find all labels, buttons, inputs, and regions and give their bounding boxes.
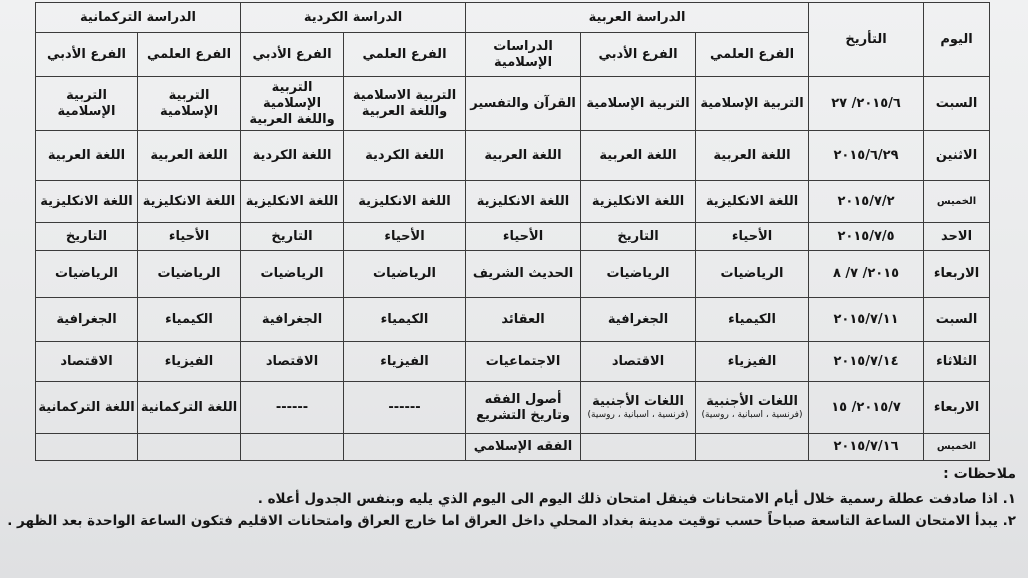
date-cell: ٢٠١٥/٦/ ٢٧ <box>809 77 924 131</box>
note-item: ٢. يبدأ الامتحان الساعة التاسعة صباحاً حسب توقيت مدينة بغداد المحلي داخل العراق اما خارج العراق وامتحانات الاقليم فتكون الساعة الواحدة بعد الظهر . <box>7 513 1016 529</box>
header-day: اليوم <box>924 3 990 77</box>
table-row <box>36 298 990 342</box>
table-row <box>36 382 990 434</box>
subject-cell: التربية الإسلامية <box>696 77 809 131</box>
subject-cell <box>581 382 696 434</box>
subject-cell: الرياضيات <box>344 251 466 298</box>
subject-cell <box>138 434 241 461</box>
notes-title: ملاحظات : <box>943 466 1016 482</box>
subject-cell: اللغة الانكليزية <box>241 181 344 223</box>
table-row <box>36 342 990 382</box>
date-cell: ٢٠١٥/٧/ ١٥ <box>809 382 924 434</box>
subject-cell: الأحياء <box>466 223 581 251</box>
day-cell: الخميس <box>924 181 990 223</box>
table-row <box>36 223 990 251</box>
subject-cell: العقائد <box>466 298 581 342</box>
header-turkmen-study: الدراسة التركمانية <box>36 3 241 33</box>
header-kurdish-study: الدراسة الكردية <box>241 3 466 33</box>
subject-cell: الأحياء <box>696 223 809 251</box>
header-turkmen-literary: الفرع الأدبي <box>36 33 138 77</box>
subject-cell: ------ <box>344 382 466 434</box>
subject-cell: الاقتصاد <box>241 342 344 382</box>
subject-cell: الرياضيات <box>696 251 809 298</box>
subject-cell: الرياضيات <box>581 251 696 298</box>
header-kurdish-literary: الفرع الأدبي <box>241 33 344 77</box>
subject-cell: التاريخ <box>241 223 344 251</box>
subject-cell: اللغة العربية <box>36 131 138 181</box>
subject-cell: الاجتماعيات <box>466 342 581 382</box>
subject-cell: الفقه الإسلامي <box>466 434 581 461</box>
subject-cell: الكيمياء <box>696 298 809 342</box>
subject-cell: اللغة العربية <box>466 131 581 181</box>
header-arabic-study: الدراسة العربية <box>466 3 809 33</box>
subject-cell: القرآن والتفسير <box>466 77 581 131</box>
subject-cell: اللغة الانكليزية <box>581 181 696 223</box>
subject-cell <box>344 434 466 461</box>
subject-cell: الأحياء <box>344 223 466 251</box>
subject-cell: الجغرافية <box>581 298 696 342</box>
subject-cell: الرياضيات <box>241 251 344 298</box>
subject-text: اللغات الأجنبية <box>592 394 684 409</box>
day-cell: السبت <box>924 298 990 342</box>
subject-cell: الكيمياء <box>138 298 241 342</box>
date-cell: ٢٠١٥/٦/٢٩ <box>809 131 924 181</box>
subject-cell: الجغرافية <box>241 298 344 342</box>
subject-cell: الجغرافية <box>36 298 138 342</box>
subject-cell: التاريخ <box>581 223 696 251</box>
subject-cell: أصول الفقه وتاريخ التشريع <box>466 382 581 434</box>
date-cell: ٢٠١٥/ ٧/ ٨ <box>809 251 924 298</box>
day-cell: الاربعاء <box>924 382 990 434</box>
subject-cell <box>241 434 344 461</box>
subject-cell: التربية الإسلامية <box>581 77 696 131</box>
subject-cell: اللغة الكردية <box>241 131 344 181</box>
subject-cell <box>696 382 809 434</box>
subject-cell: التربية الإسلامية <box>36 77 138 131</box>
exam-schedule-table <box>35 2 990 461</box>
subject-cell: اللغة العربية <box>138 131 241 181</box>
subject-cell: اللغة العربية <box>581 131 696 181</box>
header-arabic-islamic: الدراسات الإسلامية <box>466 33 581 77</box>
subject-cell: الفيزياء <box>344 342 466 382</box>
subject-cell: الكيمياء <box>344 298 466 342</box>
subject-cell: التربية الاسلامية واللغة العربية <box>344 77 466 131</box>
subject-cell: الأحياء <box>138 223 241 251</box>
day-cell: الاربعاء <box>924 251 990 298</box>
subject-cell: اللغة التركمانية <box>138 382 241 434</box>
subject-cell: اللغة الانكليزية <box>466 181 581 223</box>
day-cell: الاثنين <box>924 131 990 181</box>
subject-cell: الاقتصاد <box>36 342 138 382</box>
notes-section <box>7 466 1016 532</box>
date-cell: ٢٠١٥/٧/١٤ <box>809 342 924 382</box>
subject-cell: الحديث الشريف <box>466 251 581 298</box>
day-cell: الثلاثاء <box>924 342 990 382</box>
subject-text: اللغات الأجنبية <box>706 394 798 409</box>
date-cell: ٢٠١٥/٧/٢ <box>809 181 924 223</box>
note-item: ١. اذا صادفت عطلة رسمية خلال أيام الامتحانات فينقل امتحان ذلك اليوم الى اليوم الذي يليه وبنفس الجدول أعلاه . <box>257 491 1016 507</box>
header-arabic-scientific: الفرع العلمي <box>696 33 809 77</box>
subject-cell <box>696 434 809 461</box>
header-row-groups <box>36 3 990 33</box>
subject-cell: الفيزياء <box>138 342 241 382</box>
languages-note: (فرنسية ، اسبانية ، روسية) <box>701 410 803 420</box>
subject-cell: اللغة الانكليزية <box>36 181 138 223</box>
subject-cell: اللغة الكردية <box>344 131 466 181</box>
subject-cell: التربية الإسلامية واللغة العربية <box>241 77 344 131</box>
day-cell: الخميس <box>924 434 990 461</box>
subject-cell <box>581 434 696 461</box>
table-row <box>36 181 990 223</box>
subject-cell <box>36 434 138 461</box>
subject-cell: اللغة الانكليزية <box>138 181 241 223</box>
subject-cell: ------ <box>241 382 344 434</box>
header-turkmen-scientific: الفرع العلمي <box>138 33 241 77</box>
date-cell: ٢٠١٥/٧/١٦ <box>809 434 924 461</box>
subject-cell: الرياضيات <box>138 251 241 298</box>
subject-cell: التربية الإسلامية <box>138 77 241 131</box>
date-cell: ٢٠١٥/٧/١١ <box>809 298 924 342</box>
header-date: التأريخ <box>809 3 924 77</box>
subject-cell: التاريخ <box>36 223 138 251</box>
day-cell: السبت <box>924 77 990 131</box>
date-cell: ٢٠١٥/٧/٥ <box>809 223 924 251</box>
subject-cell: الفيزياء <box>696 342 809 382</box>
table-row <box>36 434 990 461</box>
subject-cell: اللغة العربية <box>696 131 809 181</box>
subject-cell: الاقتصاد <box>581 342 696 382</box>
day-cell: الاحد <box>924 223 990 251</box>
header-kurdish-scientific: الفرع العلمي <box>344 33 466 77</box>
subject-cell: اللغة الانكليزية <box>696 181 809 223</box>
subject-cell: الرياضيات <box>36 251 138 298</box>
subject-cell: اللغة الانكليزية <box>344 181 466 223</box>
header-arabic-literary: الفرع الأدبي <box>581 33 696 77</box>
table-row <box>36 251 990 298</box>
subject-cell: اللغة التركمانية <box>36 382 138 434</box>
table-row <box>36 77 990 131</box>
languages-note: (فرنسية ، اسبانية ، روسية) <box>587 410 689 420</box>
table-row <box>36 131 990 181</box>
